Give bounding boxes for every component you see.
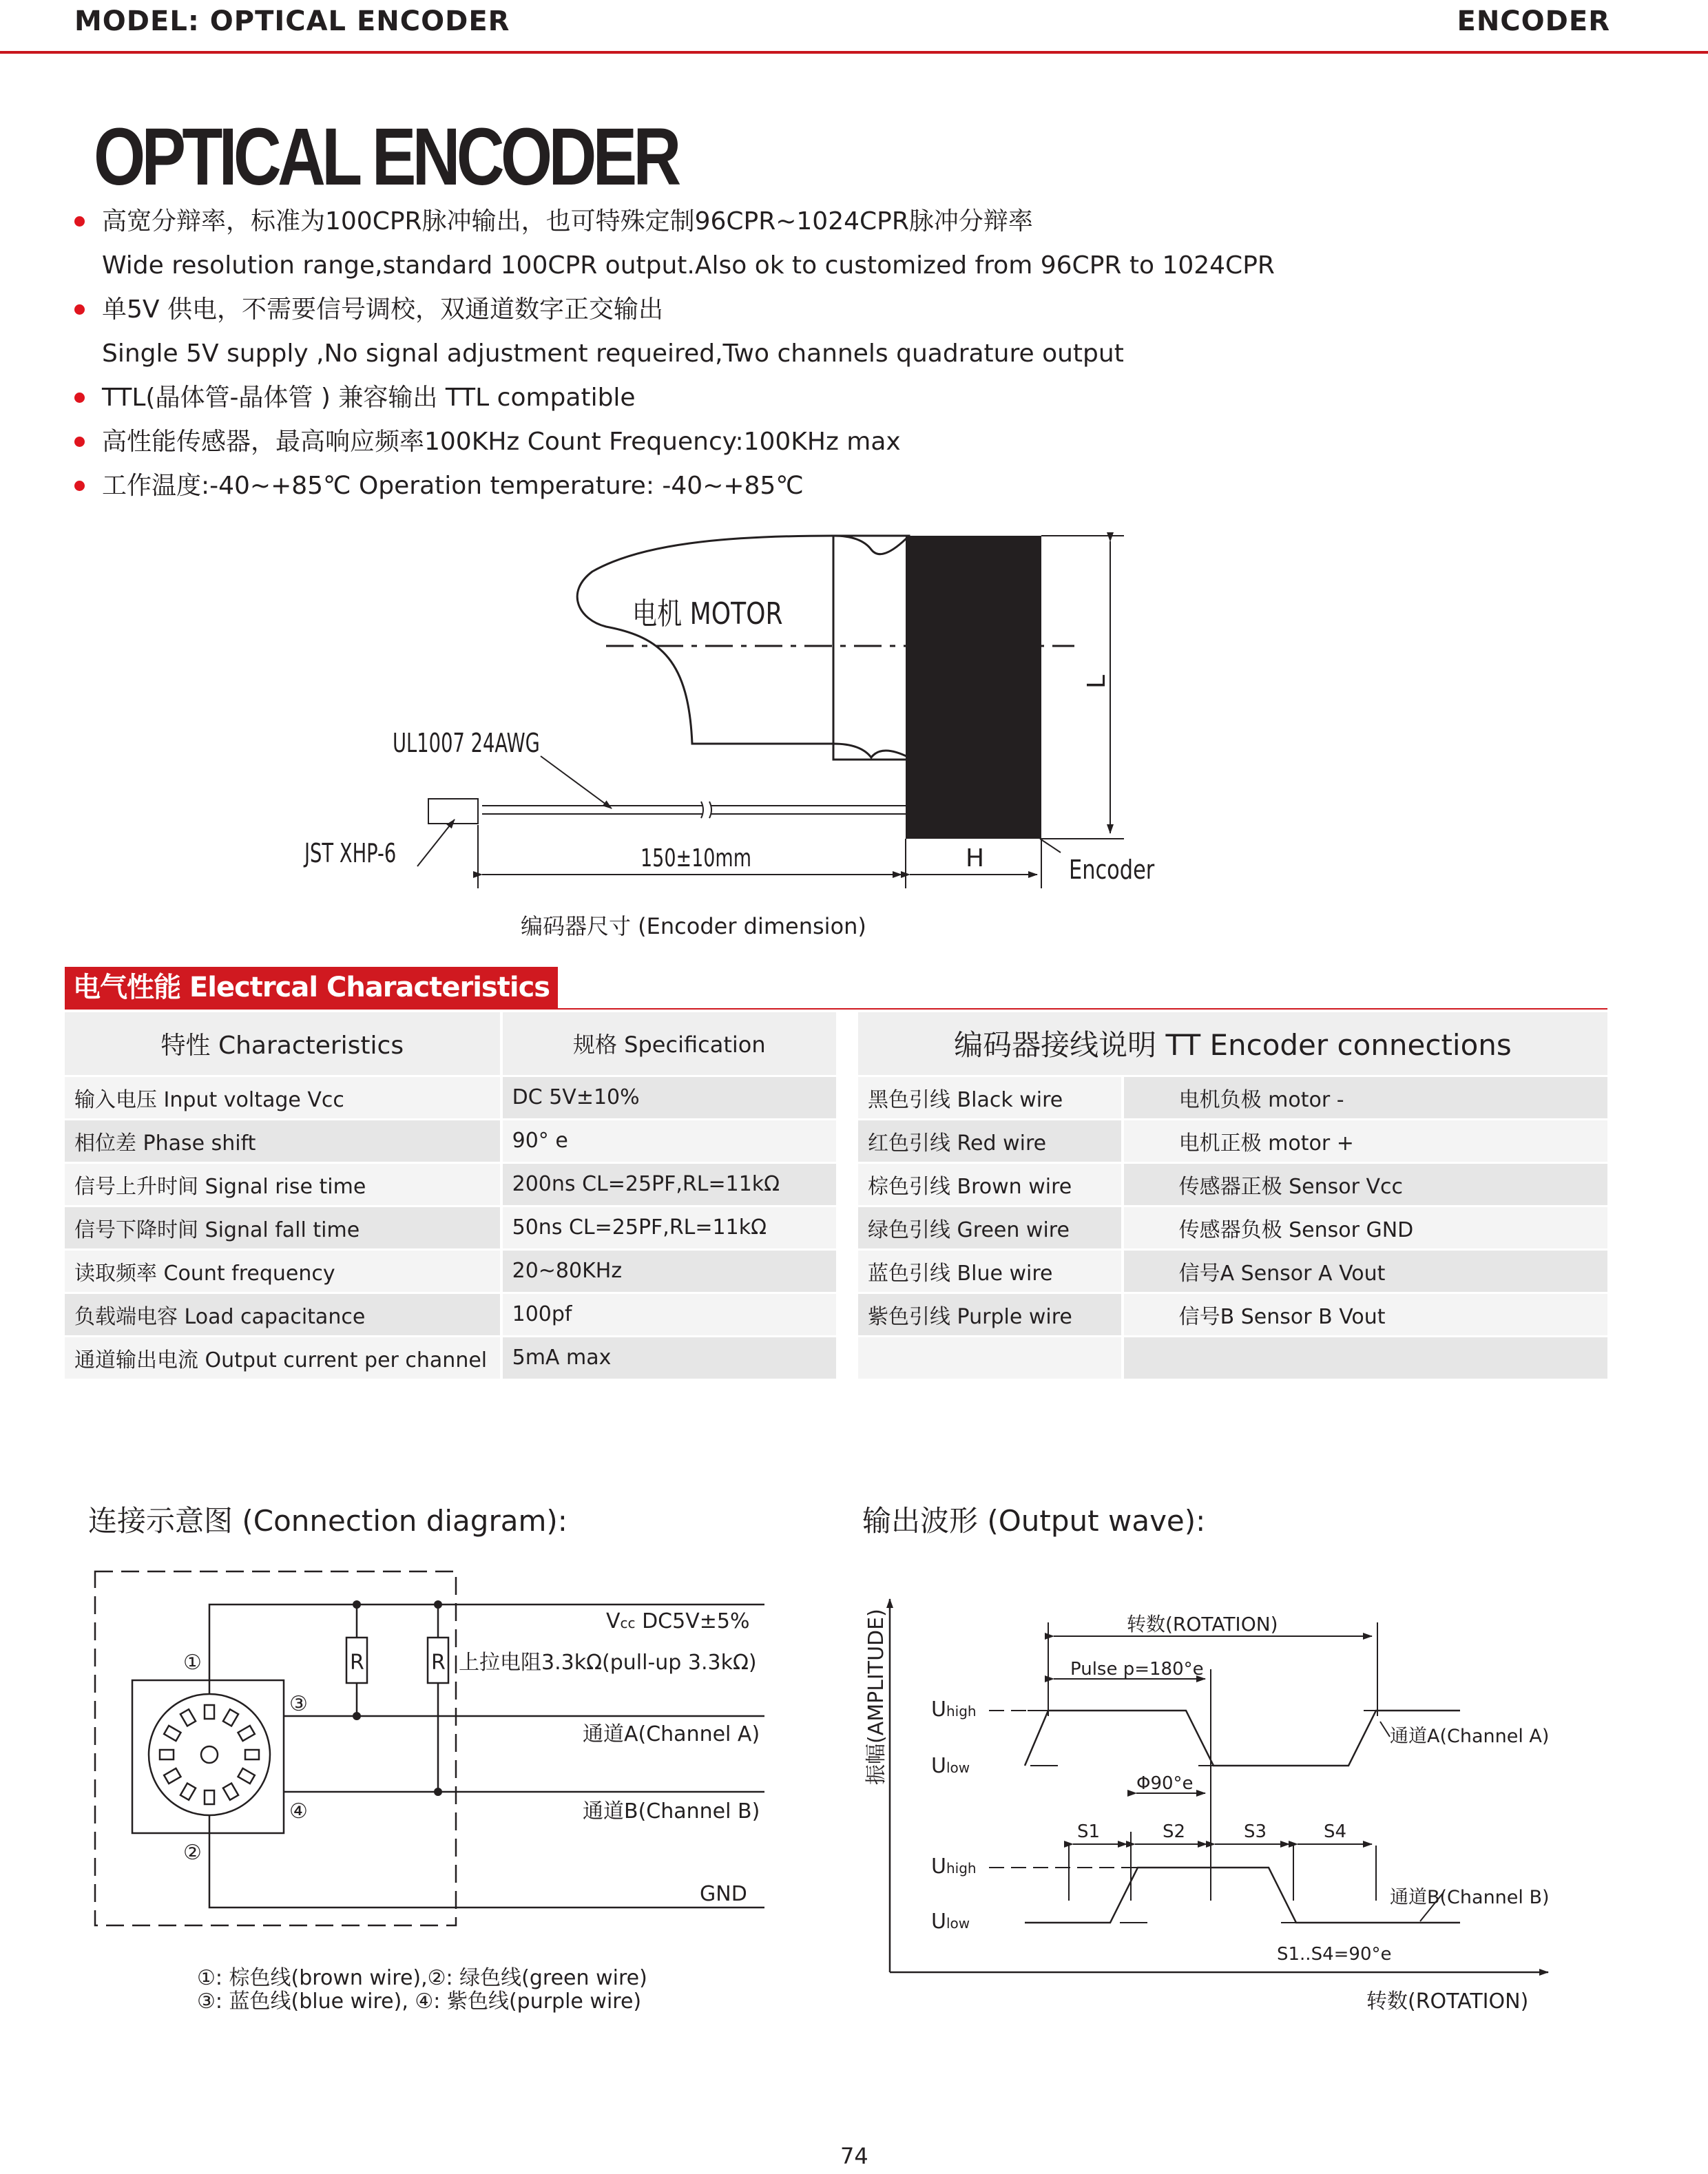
pulse-label: Pulse p=180°e	[1070, 1659, 1204, 1680]
connector-jst	[428, 799, 478, 824]
spec-cell: 200ns CL=25PF,RL=11kΩ	[501, 1162, 837, 1206]
disc-slot	[238, 1726, 255, 1741]
wire-cell: 蓝色引线 Blue wire	[858, 1249, 1123, 1293]
encoder-body	[906, 536, 1041, 839]
function-cell: 信号A Sensor A Vout	[1123, 1249, 1609, 1293]
wire-cell: 红色引线 Red wire	[858, 1119, 1123, 1162]
wave-channel-a-label: 通道A(Channel A)	[1390, 1726, 1550, 1747]
leader-cable	[541, 756, 612, 808]
cable-label: UL1007 24AWG	[393, 727, 540, 759]
channel-b-label: 通道B(Channel B)	[583, 1799, 760, 1823]
x-axis-label: 转数(ROTATION)	[1366, 1989, 1529, 2014]
connector-label: JST XHP-6	[304, 837, 397, 869]
function-cell: 电机负极 motor -	[1123, 1076, 1609, 1119]
motor-flange	[833, 536, 909, 760]
characteristic-cell: 通道输出电流 Output current per channel	[65, 1336, 501, 1379]
table-row	[858, 1162, 1609, 1206]
encoder-block	[132, 1680, 284, 1833]
spec-cell: DC 5V±10%	[501, 1076, 837, 1119]
spec-cell: 50ns CL=25PF,RL=11kΩ	[501, 1206, 837, 1249]
wire-legend-line-1: ①: 棕色线(brown wire),②: 绿色线(green wire)	[197, 1966, 647, 1990]
gnd-label: GND	[700, 1882, 747, 1906]
motor-label: 电机 MOTOR	[632, 596, 783, 631]
table-row	[65, 1293, 837, 1336]
feature-item: TTL(晶体管-晶体管 ) 兼容输出 TTL compatible	[72, 376, 1275, 420]
table-row	[858, 1076, 1609, 1119]
junction-dot	[434, 1788, 442, 1796]
junction-dot	[353, 1712, 361, 1720]
disc-slot	[223, 1709, 238, 1726]
function-cell	[1123, 1336, 1609, 1379]
table-row	[858, 1249, 1609, 1293]
disc-slot	[180, 1784, 196, 1800]
pin-1-label: ①	[183, 1651, 202, 1675]
u-high-a-label: Uhigh	[931, 1697, 977, 1722]
output-wave-title: 输出波形 (Output wave):	[862, 1504, 1206, 1538]
encoder-disc-outer	[149, 1694, 270, 1815]
function-cell: 信号B Sensor B Vout	[1123, 1293, 1609, 1336]
column-header: 规格 Specification	[501, 1012, 837, 1076]
connections-table	[858, 1012, 1610, 1381]
s3-label: S3	[1244, 1821, 1267, 1842]
motor-outline	[577, 536, 833, 744]
section-rule	[65, 1008, 1607, 1010]
gnd-line	[209, 1815, 764, 1908]
wire-cell	[858, 1336, 1123, 1379]
wire-cell: 棕色引线 Brown wire	[858, 1162, 1123, 1206]
wire-legend-line-2: ③: 蓝色线(blue wire), ④: 紫色线(purple wire)	[197, 1989, 642, 2014]
u-high-b-label: Uhigh	[931, 1854, 977, 1879]
table-header-row	[858, 1012, 1609, 1076]
disc-slot	[245, 1750, 259, 1759]
feature-item: 工作温度:-40~+85℃ Operation temperature: -40~+85℃	[72, 464, 1275, 508]
motor-flange-notch	[833, 744, 909, 757]
disc-slot	[164, 1726, 180, 1741]
function-cell: 传感器负极 Sensor GND	[1123, 1206, 1609, 1249]
disc-slot	[238, 1768, 255, 1784]
channel-a-label: 通道A(Channel A)	[583, 1722, 760, 1746]
junction-dot	[434, 1600, 442, 1609]
feature-item: 高宽分辩率，标准为100CPR脉冲输出，也可特殊定制96CPR~1024CPR脉冲分辩率	[72, 200, 1275, 244]
wire-cell: 绿色引线 Green wire	[858, 1206, 1123, 1249]
dimension-caption: 编码器尺寸 (Encoder dimension)	[521, 913, 866, 939]
table-row	[858, 1336, 1609, 1379]
u-low-a-label: Ulow	[931, 1754, 970, 1778]
leader-channel-a	[1380, 1722, 1390, 1737]
s1-label: S1	[1077, 1821, 1101, 1842]
table-row	[65, 1206, 837, 1249]
encoder-disc-slots	[160, 1705, 259, 1804]
disc-slot	[205, 1790, 214, 1804]
characteristic-cell: 负载端电容 Load capacitance	[65, 1293, 501, 1336]
page-title: OPTICAL ENCODER	[94, 112, 678, 202]
pin-2-label: ②	[183, 1841, 202, 1865]
electrical-table	[65, 1012, 839, 1381]
leader-encoder	[1040, 839, 1061, 853]
table-row	[65, 1249, 837, 1293]
spec-cell: 20~80KHz	[501, 1249, 837, 1293]
function-cell: 电机正极 motor +	[1123, 1119, 1609, 1162]
disc-slot	[164, 1768, 180, 1784]
l-label: L	[1083, 674, 1111, 689]
function-cell: 传感器正极 Sensor Vcc	[1123, 1162, 1609, 1206]
y-axis-label: 振幅(AMPLITUDE)	[864, 1609, 888, 1785]
u-low-b-label: Ulow	[931, 1910, 970, 1934]
vcc-label: Vcc DC5V±5%	[606, 1609, 750, 1633]
wire-break	[701, 802, 711, 818]
section-electrical-title: 电气性能 Electrcal Characteristics	[65, 967, 558, 1008]
wave-channel-b-label: 通道B(Channel B)	[1390, 1887, 1550, 1908]
header-category: ENCODER	[1457, 6, 1610, 37]
table-row	[65, 1336, 837, 1379]
characteristic-cell: 读取频率 Count frequency	[65, 1249, 501, 1293]
spec-cell: 5mA max	[501, 1336, 837, 1379]
feature-item: 单5V 供电，不需要信号调校，双通道数字正交输出	[72, 288, 1275, 332]
pin-3-label: ③	[289, 1692, 308, 1716]
disc-slot	[180, 1709, 196, 1726]
spec-cell: 100pf	[501, 1293, 837, 1336]
encoder-disc-hub	[201, 1746, 218, 1763]
connection-diagram-title: 连接示意图 (Connection diagram):	[88, 1504, 567, 1538]
feature-item: 高性能传感器，最高响应频率100KHz Count Frequency:100KHz max	[72, 420, 1275, 464]
resistor-2-label: R	[431, 1651, 446, 1675]
junction-dot	[353, 1600, 361, 1609]
feature-item: Single 5V supply ,No signal adjustment requeired,Two channels quadrature output	[102, 339, 1124, 368]
s2-label: S2	[1163, 1821, 1186, 1842]
resistor-1-label: R	[350, 1651, 364, 1675]
spec-cell: 90° e	[501, 1119, 837, 1162]
disc-slot	[223, 1784, 238, 1800]
motor-flange-notch	[833, 536, 909, 554]
leader-connector	[417, 819, 455, 866]
column-header: 特性 Characteristics	[65, 1012, 501, 1076]
feature-item: Wide resolution range,standard 100CPR output.Also ok to customized from 96CPR to 1024CPR	[102, 251, 1275, 280]
table-row	[65, 1076, 837, 1119]
pin-4-label: ④	[289, 1799, 308, 1823]
characteristic-cell: 输入电压 Input voltage Vcc	[65, 1076, 501, 1119]
table-header-row	[65, 1012, 837, 1076]
header-model: MODEL: OPTICAL ENCODER	[74, 6, 510, 37]
table-row	[858, 1119, 1609, 1162]
characteristic-cell: 相位差 Phase shift	[65, 1119, 501, 1162]
s4-label: S4	[1324, 1821, 1347, 1842]
table-row	[858, 1206, 1609, 1249]
table-row	[858, 1293, 1609, 1336]
disc-slot	[205, 1705, 214, 1719]
wire-cell: 黑色引线 Black wire	[858, 1076, 1123, 1119]
wire-cell: 紫色引线 Purple wire	[858, 1293, 1123, 1336]
characteristic-cell: 信号下降时间 Signal fall time	[65, 1206, 501, 1249]
s-note-label: S1..S4=90°e	[1277, 1944, 1392, 1965]
table-row	[65, 1162, 837, 1206]
table-row	[65, 1119, 837, 1162]
pullup-label: 上拉电阻3.3kΩ(pull-up 3.3kΩ)	[459, 1651, 757, 1675]
level-ticks	[1028, 1711, 1388, 1923]
wire	[482, 806, 906, 814]
page-number: 74	[840, 2143, 868, 2169]
characteristic-cell: 信号上升时间 Signal rise time	[65, 1162, 501, 1206]
h-label: H	[966, 844, 985, 872]
connections-header: 编码器接线说明 TT Encoder connections	[858, 1012, 1609, 1076]
rotation-label: 转数(ROTATION)	[1127, 1613, 1278, 1635]
disc-slot	[160, 1750, 174, 1759]
encoder-label: Encoder	[1069, 855, 1155, 886]
output-wave-diagram	[890, 1599, 1548, 1972]
phase-label: Φ90°e	[1136, 1773, 1194, 1794]
length-label: 150±10mm	[640, 843, 752, 873]
